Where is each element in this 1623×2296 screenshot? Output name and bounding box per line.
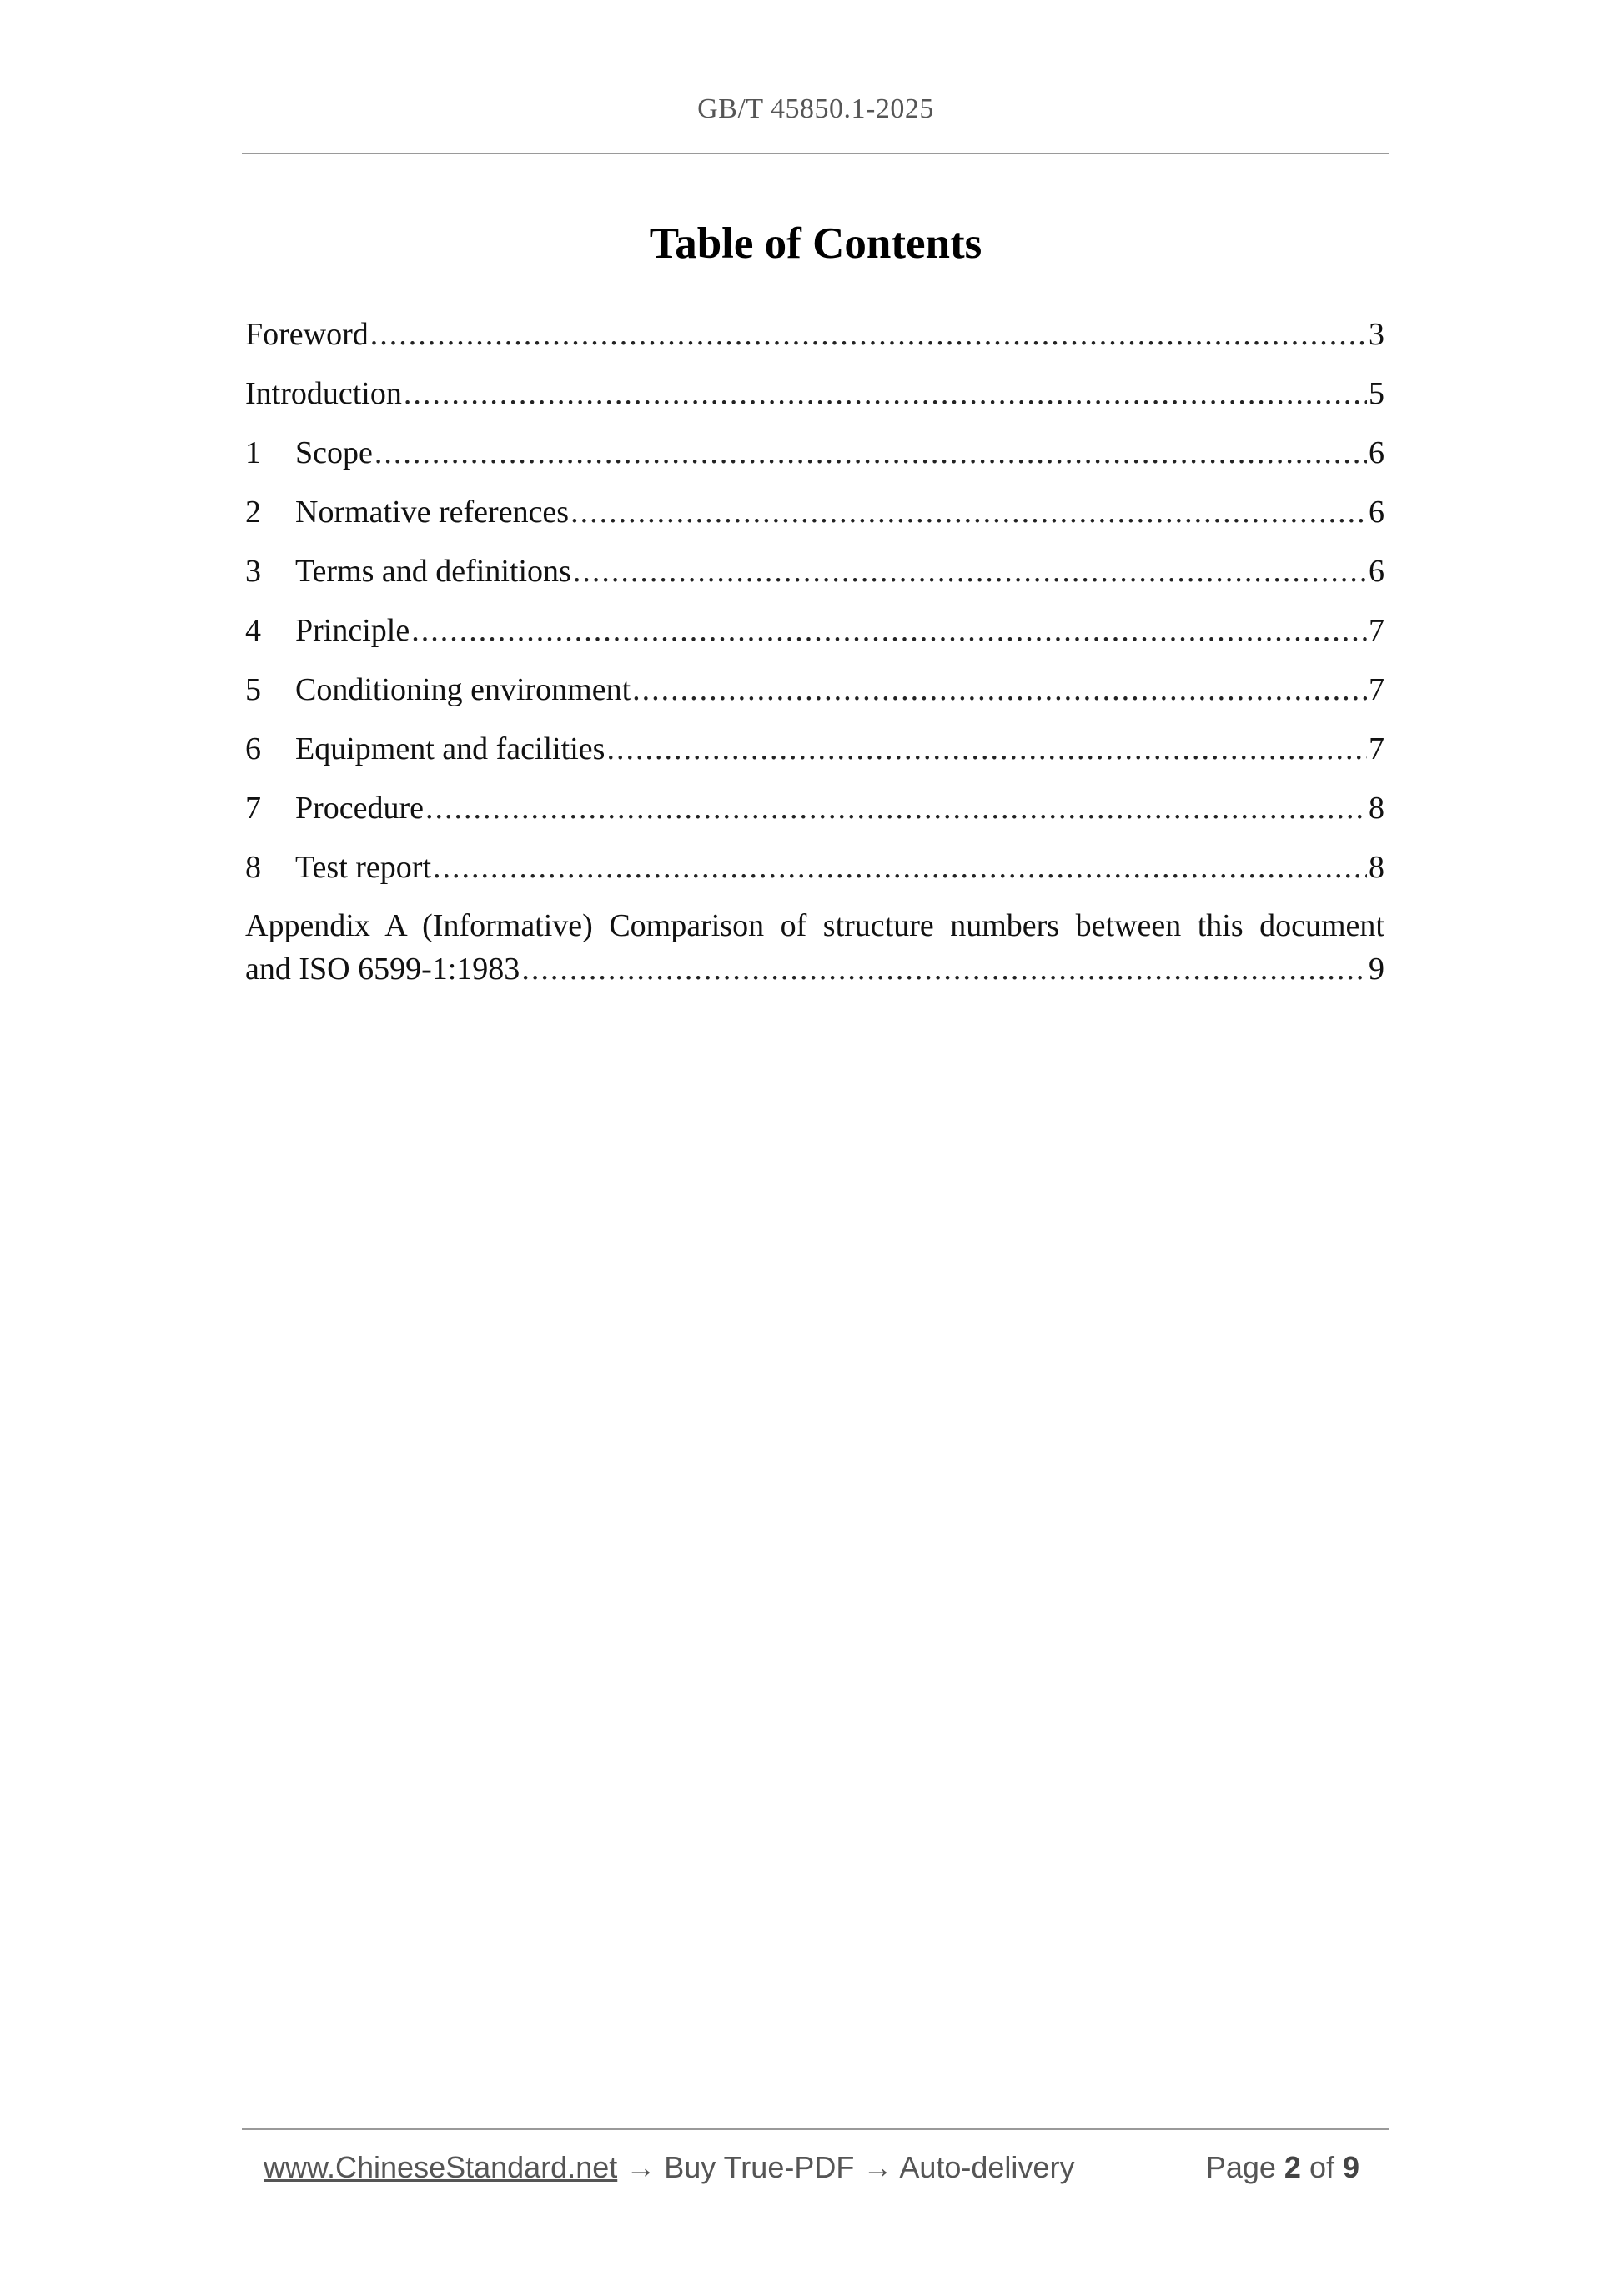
dot-leader bbox=[606, 720, 1367, 779]
toc-entry-scope[interactable] bbox=[245, 424, 1384, 483]
toc-entry-appendix-a[interactable] bbox=[245, 897, 1384, 991]
toc-entry-number: 7 bbox=[245, 791, 261, 826]
page-current: 2 bbox=[1284, 2150, 1301, 2184]
page-total: 9 bbox=[1342, 2150, 1359, 2184]
toc-entry-terms-and-definitions[interactable] bbox=[245, 542, 1384, 601]
toc-entry-principle[interactable] bbox=[245, 601, 1384, 661]
toc-entry-page: 7 bbox=[1369, 731, 1384, 766]
toc-entry-page: 5 bbox=[1369, 376, 1384, 411]
page-word: Page bbox=[1205, 2150, 1276, 2184]
toc-entry-label-continued: and ISO 6599-1:1983 bbox=[245, 952, 520, 987]
header-divider bbox=[242, 153, 1389, 154]
dot-leader bbox=[404, 364, 1367, 424]
toc-entry-label: Terms and definitions bbox=[295, 554, 571, 589]
toc-entry-page: 8 bbox=[1369, 850, 1384, 885]
toc-entry-introduction[interactable] bbox=[245, 364, 1384, 424]
page-footer bbox=[264, 2150, 1368, 2185]
of-word: of bbox=[1309, 2150, 1334, 2184]
toc-entry-page: 9 bbox=[1369, 952, 1384, 987]
footer-divider bbox=[242, 2128, 1389, 2130]
toc-entry-label: Scope bbox=[295, 435, 373, 470]
toc-entry-number: 2 bbox=[245, 495, 261, 530]
dot-leader bbox=[370, 305, 1367, 364]
toc-entry-page: 6 bbox=[1369, 495, 1384, 530]
footer-promo-text: → Buy True-PDF → Auto-delivery bbox=[626, 2150, 1075, 2184]
toc-entry-test-report[interactable] bbox=[245, 838, 1384, 897]
toc-entry-conditioning-environment[interactable] bbox=[245, 661, 1384, 720]
toc-entry-label: Test report bbox=[295, 850, 432, 885]
toc-entry-page: 7 bbox=[1369, 613, 1384, 648]
dot-leader bbox=[632, 661, 1367, 720]
dot-leader bbox=[411, 601, 1367, 661]
toc-entry-number: 4 bbox=[245, 613, 261, 648]
dot-leader bbox=[573, 542, 1367, 601]
dot-leader bbox=[433, 838, 1367, 897]
toc-entry-label: Conditioning environment bbox=[295, 672, 631, 707]
toc-entry-number: 1 bbox=[245, 435, 261, 470]
toc-entry-number: 5 bbox=[245, 672, 261, 707]
footer-promo bbox=[264, 2150, 1074, 2185]
toc-entry-normative-references[interactable] bbox=[245, 483, 1384, 542]
toc-entry-label: Foreword bbox=[245, 317, 369, 352]
toc-entry-label: Principle bbox=[295, 613, 410, 648]
dot-leader bbox=[425, 779, 1367, 838]
toc-entry-continuation bbox=[245, 947, 1384, 991]
toc-entry-label: Procedure bbox=[295, 791, 425, 826]
toc-entry-label: Appendix A (Informative) Comparison of structure numbers between this document bbox=[245, 908, 1384, 943]
toc-entry-equipment-and-facilities[interactable] bbox=[245, 720, 1384, 779]
table-of-contents bbox=[245, 305, 1384, 991]
toc-entry-number: 8 bbox=[245, 850, 261, 885]
page-counter bbox=[1206, 2150, 1368, 2185]
toc-entry-page: 8 bbox=[1369, 791, 1384, 826]
site-link[interactable]: www.ChineseStandard.net bbox=[264, 2150, 618, 2184]
dot-leader bbox=[570, 483, 1367, 542]
toc-entry-number: 6 bbox=[245, 731, 261, 766]
toc-entry-label: Equipment and facilities bbox=[295, 731, 605, 766]
toc-entry-foreword[interactable] bbox=[245, 305, 1384, 364]
toc-entry-page: 6 bbox=[1369, 435, 1384, 470]
toc-entry-procedure[interactable] bbox=[245, 779, 1384, 838]
toc-entry-page: 6 bbox=[1369, 554, 1384, 589]
toc-entry-label: Introduction bbox=[245, 376, 402, 411]
running-header: GB/T 45850.1-2025 bbox=[697, 93, 934, 124]
toc-entry-number: 3 bbox=[245, 554, 261, 589]
toc-entry-page: 3 bbox=[1369, 317, 1384, 352]
dot-leader bbox=[374, 424, 1367, 483]
toc-entry-page: 7 bbox=[1369, 672, 1384, 707]
page-title: Table of Contents bbox=[649, 219, 982, 268]
toc-entry-label: Normative references bbox=[295, 495, 570, 530]
dot-leader bbox=[521, 947, 1367, 991]
